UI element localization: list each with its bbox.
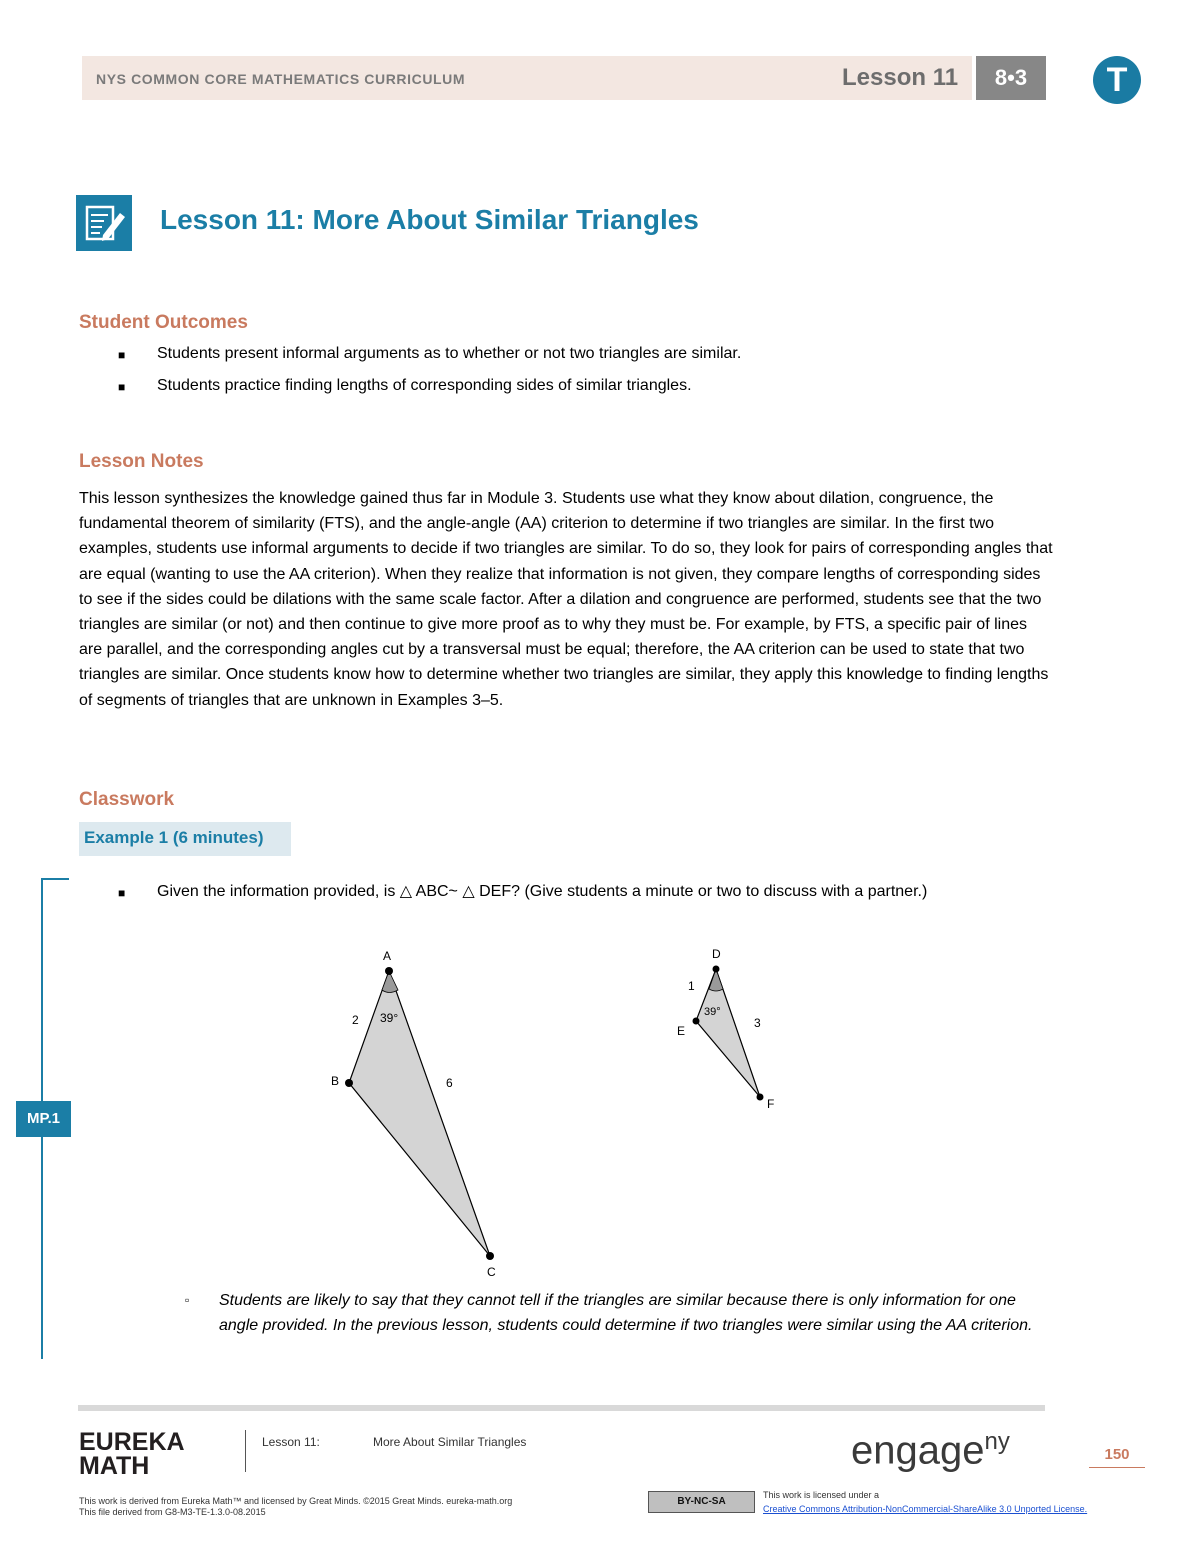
page-title: Lesson 11: More About Similar Triangles: [160, 204, 699, 235]
outcome-item: Students practice finding lengths of corresponding sides of similar triangles.: [157, 377, 692, 394]
footer-separator: [245, 1430, 246, 1472]
license-link[interactable]: Creative Commons Attribution-NonCommercial-ShareAlike 3.0 Unported License.: [763, 1504, 1088, 1514]
logo-line-1: EUREKA: [79, 1428, 185, 1456]
footer-lesson-title: More About Similar Triangles: [373, 1435, 527, 1449]
notepad-pencil-icon: [76, 195, 132, 251]
classwork-heading: Classwork: [79, 789, 175, 810]
vertex-b: [345, 1079, 353, 1087]
outcome-item: Students present informal arguments as to whether or not two triangles are similar.: [157, 345, 742, 362]
angle-d-measure: 39°: [704, 1006, 721, 1018]
side-ac-length: 6: [446, 1076, 453, 1090]
example-1-label: Example 1 (6 minutes): [84, 828, 264, 847]
label-b: B: [331, 1074, 340, 1088]
engage-text: engage: [851, 1428, 985, 1473]
triangles-figure: [300, 940, 800, 1285]
angle-a-measure: 39°: [380, 1011, 399, 1025]
label-f: F: [767, 1097, 775, 1111]
side-df-length: 3: [754, 1016, 761, 1030]
triangle-abc: [349, 971, 490, 1256]
example-answer: Students are likely to say that they cannot tell if the triangles are similar because there is only information for one angle provided. In the previous lesson, students could determine if two triangles were similar using the AA criterion.: [219, 1292, 1033, 1334]
sub-bullet-icon: ▫: [185, 1293, 190, 1307]
curriculum-title: NYS COMMON CORE MATHEMATICS CURRICULUM: [96, 71, 466, 87]
derived-line-1: This work is derived from Eureka Math™ and licensed by Great Minds. ©2015 Great Minds. eureka-math.org: [79, 1496, 513, 1506]
footer-rule: [78, 1405, 1045, 1411]
vertex-a: [385, 967, 393, 975]
bullet-icon: ■: [118, 348, 126, 362]
header-lesson: Lesson 11: [842, 64, 959, 91]
eureka-math-logo: [79, 1430, 185, 1478]
mp-bracket-top: [41, 878, 69, 880]
lesson-notes-heading: Lesson Notes: [79, 451, 204, 472]
triangle-def: [696, 969, 760, 1097]
label-e: E: [677, 1024, 686, 1038]
example-question: Given the information provided, is △ ABC~ △ DEF? (Give students a minute or two to discuss with a partner.): [157, 883, 928, 900]
label-a: A: [383, 949, 392, 963]
teacher-badge: T: [1093, 56, 1141, 104]
student-outcomes-heading: Student Outcomes: [79, 312, 248, 333]
module-badge: 8•3: [976, 56, 1046, 100]
bullet-icon: ■: [118, 886, 126, 900]
lesson-notes-text: This lesson synthesizes the knowledge gained thus far in Module 3. Students use what they know about dilation, congruence, the fundamental theorem of similarity (FTS), and the angle-angle (AA) criterion to determine if two triangles are similar. In the first two examples, students use informal arguments to decide if two triangles are similar. To do so, they look for pairs of corresponding angles that are equal (wanting to use the AA criterion). When they realize that information is not given, they compare lengths of corresponding sides to see if the sides could be dilations with the same scale factor. After a dilation and congruence are performed, students see that the two triangles are similar (or not) and then continue to give more proof as to why they must be. For example, by FTS, a specific pair of lines are parallel, and the corresponding angles cut by a transversal must be equal; therefore, the AA criterion can be used to state that two triangles are similar. Once students know how to determine whether two triangles are similar, they apply this knowledge to finding lengths of segments of triangles that are unknown in Examples 3–5.: [79, 490, 1053, 709]
engageny-logo: [851, 1428, 1010, 1473]
label-d: D: [712, 947, 721, 961]
vertex-e: [693, 1018, 700, 1025]
side-ab-length: 2: [352, 1013, 359, 1027]
mp-tag: MP.1: [16, 1101, 71, 1137]
bullet-icon: ■: [118, 380, 126, 394]
vertex-d: [713, 966, 720, 973]
cc-license-badge: BY-NC-SA: [648, 1491, 755, 1513]
side-de-length: 1: [688, 979, 695, 993]
page-number: 150: [1104, 1446, 1130, 1463]
vertex-f: [757, 1094, 764, 1101]
label-c: C: [487, 1265, 496, 1279]
logo-line-2: MATH: [79, 1452, 150, 1480]
page-number-underline: [1089, 1467, 1145, 1468]
vertex-c: [486, 1252, 494, 1260]
license-line: This work is licensed under a: [763, 1490, 880, 1500]
derived-line-2: This file derived from G8-M3-TE-1.3.0-08.2015: [79, 1507, 266, 1517]
engage-sup: ny: [984, 1428, 1010, 1455]
footer-lesson-label: Lesson 11:: [262, 1435, 320, 1449]
